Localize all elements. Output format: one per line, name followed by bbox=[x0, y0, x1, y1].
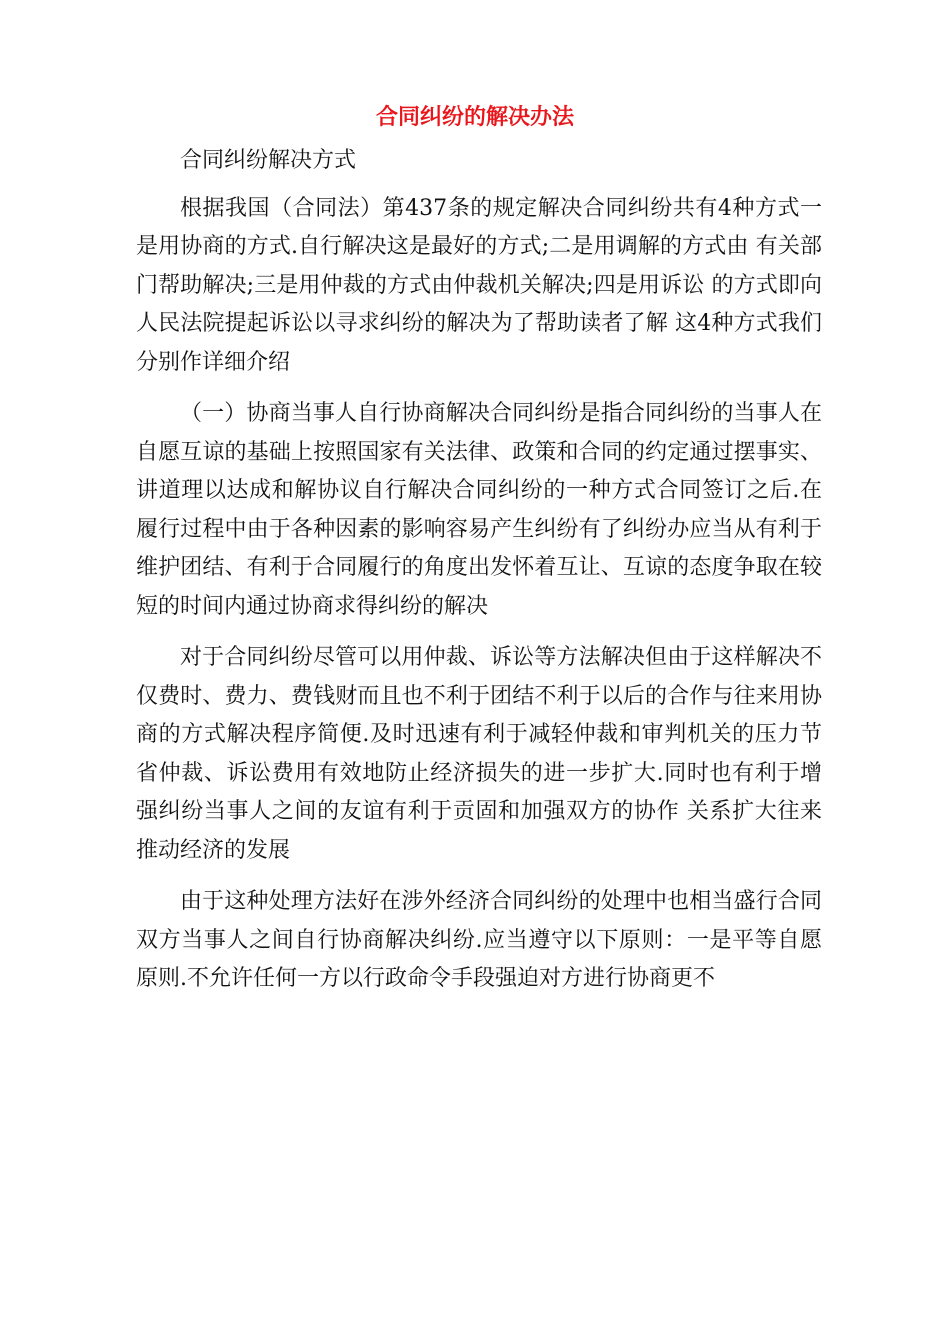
paragraph-negotiation-definition: （一）协商当事人自行协商解决合同纠纷是指合同纠纷的当事人在自愿互谅的基础上按照国家有关法律、政策和合同的约定通过摆事实、讲道理以达成和解协议自行解决合同纠纷的一种方式合同签订之后.在履行过程中由于各种因素的影响容易产生纠纷有了纠纷办应当从有利于维护团结、有利于合同履行的角度出发怀着互让、互谅的态度争取在较短的时间内通过协商求得纠纷的解决 bbox=[136, 401, 822, 619]
paragraph-negotiation-advantages: 对于合同纠纷尽管可以用仲裁、诉讼等方法解决但由于这样解决不仅费时、费力、费钱财而且也不利于团结不利于以后的合作与往来用协商的方式解决程序简便.及时迅速有利于减轻仲裁和审判机关的压力节省仲裁、诉讼费用有效地防止经济损失的进一步扩大.同时也有利于增强纠纷当事人之间的友谊有利于贡固和加强双方的协作 关系扩大往来推动经济的发展 bbox=[136, 645, 822, 863]
document-body bbox=[136, 142, 822, 1012]
paragraph-negotiation-principles: 由于这种处理方法好在涉外经济合同纠纷的处理中也相当盛行合同双方当事人之间自行协商解决纠纷.应当遵守以下原则：一是平等自愿原则.不允许任何一方以行政命令手段强迫对方进行协商更不 bbox=[136, 889, 822, 991]
section-heading: 合同纠纷解决方式 bbox=[180, 148, 357, 173]
paragraph-methods-overview: 根据我国（合同法）第437条的规定解决合同纠纷共有4种方式一是用协商的方式.自行解决这是最好的方式;二是用调解的方式由 有关部门帮助解决;三是用仲裁的方式由仲裁机关解决;四是用诉讼 的方式即向人民法院提起诉讼以寻求纠纷的解决为了帮助读者了解 这4种方式我们分别作详细介绍 bbox=[136, 195, 822, 375]
document-title: 合同纠纷的解决办法 bbox=[375, 105, 574, 130]
